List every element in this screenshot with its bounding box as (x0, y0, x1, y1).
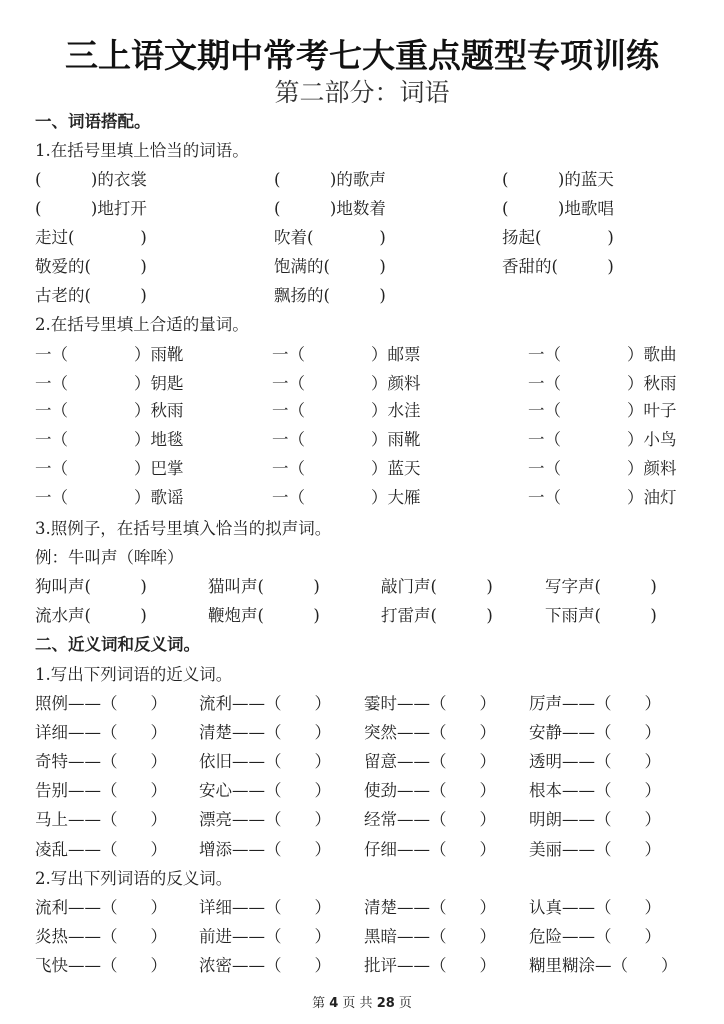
measure-word-item: 一（ ）水洼 (272, 401, 421, 420)
fill-item: ( )的衣裳 (35, 170, 147, 189)
document-subtitle: 第二部分：词语 (274, 78, 450, 107)
onomatopoeia-item: 猫叫声( ) (208, 577, 320, 596)
measure-word-item: 一（ ）蓝天 (272, 459, 421, 478)
current-page-number: 4 (329, 996, 339, 1011)
synonym-item: 依旧——（ ） (199, 752, 331, 771)
antonym-item: 批评——（ ） (364, 956, 496, 975)
page-footer (0, 992, 724, 1011)
question-prompt: 1.在括号里填上恰当的词语。 (35, 141, 249, 160)
measure-word-item: 一（ ）巴掌 (35, 459, 184, 478)
antonym-item: 危险——（ ） (529, 927, 661, 946)
antonym-item: 认真——（ ） (529, 898, 661, 917)
synonym-item: 明朗——（ ） (529, 810, 661, 829)
question-prompt: 1.写出下列词语的近义词。 (35, 665, 233, 684)
fill-item: ( )地打开 (35, 199, 147, 218)
section-heading-collocation: 一、词语搭配。 (35, 112, 151, 131)
onomatopoeia-item: 下雨声( ) (545, 606, 657, 625)
section-heading-synonyms-antonyms: 二、近义词和反义词。 (35, 635, 200, 654)
measure-word-item: 一（ ）小鸟 (528, 430, 677, 449)
fill-item: 饱满的( ) (274, 257, 386, 276)
footer-suffix: 页 (398, 996, 412, 1011)
synonym-item: 仔细——（ ） (364, 840, 496, 859)
synonym-item: 告别——（ ） (35, 781, 167, 800)
synonym-item: 马上——（ ） (35, 810, 167, 829)
fill-item: 扬起( ) (502, 228, 614, 247)
antonym-item: 黑暗——（ ） (364, 927, 496, 946)
total-pages-number: 28 (376, 996, 395, 1011)
measure-word-item: 一（ ）邮票 (272, 345, 421, 364)
synonym-item: 清楚——（ ） (199, 723, 331, 742)
fill-item: 飘扬的( ) (274, 286, 386, 305)
synonym-item: 突然——（ ） (364, 723, 496, 742)
fill-item: ( )地歌唱 (502, 199, 614, 218)
fill-item: 吹着( ) (274, 228, 386, 247)
measure-word-item: 一（ ）地毯 (35, 430, 184, 449)
synonym-item: 透明——（ ） (529, 752, 661, 771)
antonym-item: 详细——（ ） (199, 898, 331, 917)
fill-item: ( )的歌声 (274, 170, 386, 189)
antonym-item: 飞快——（ ） (35, 956, 167, 975)
synonym-item: 详细——（ ） (35, 723, 167, 742)
synonym-item: 安心——（ ） (199, 781, 331, 800)
synonym-item: 厉声——（ ） (529, 694, 661, 713)
measure-word-item: 一（ ）油灯 (528, 488, 677, 507)
synonym-item: 美丽——（ ） (529, 840, 661, 859)
antonym-item: 流利——（ ） (35, 898, 167, 917)
footer-prefix: 第 (312, 996, 326, 1011)
onomatopoeia-item: 打雷声( ) (381, 606, 493, 625)
measure-word-item: 一（ ）秋雨 (35, 401, 184, 420)
antonym-item: 糊里糊涂—（ ） (529, 956, 678, 975)
onomatopoeia-item: 狗叫声( ) (35, 577, 147, 596)
synonym-item: 漂亮——（ ） (199, 810, 331, 829)
question-prompt: 2.写出下列词语的反义词。 (35, 869, 233, 888)
synonym-item: 霎时——（ ） (364, 694, 496, 713)
synonym-item: 使劲——（ ） (364, 781, 496, 800)
synonym-item: 奇特——（ ） (35, 752, 167, 771)
synonym-item: 经常——（ ） (364, 810, 496, 829)
measure-word-item: 一（ ）秋雨 (528, 374, 677, 393)
measure-word-item: 一（ ）歌谣 (35, 488, 184, 507)
antonym-item: 浓密——（ ） (199, 956, 331, 975)
onomatopoeia-item: 流水声( ) (35, 606, 147, 625)
synonym-item: 流利——（ ） (199, 694, 331, 713)
synonym-item: 安静——（ ） (529, 723, 661, 742)
fill-item: ( )的蓝天 (502, 170, 614, 189)
measure-word-item: 一（ ）颜料 (272, 374, 421, 393)
footer-middle: 页 共 (342, 996, 373, 1011)
fill-item: 古老的( ) (35, 286, 147, 305)
fill-item: 敬爱的( ) (35, 257, 147, 276)
measure-word-item: 一（ ）雨靴 (272, 430, 421, 449)
fill-item: 走过( ) (35, 228, 147, 247)
measure-word-item: 一（ ）叶子 (528, 401, 677, 420)
onomatopoeia-item: 写字声( ) (545, 577, 657, 596)
onomatopoeia-item: 鞭炮声( ) (208, 606, 320, 625)
measure-word-item: 一（ ）歌曲 (528, 345, 677, 364)
example-text: 例：牛叫声（哞哞） (35, 548, 184, 567)
synonym-item: 根本——（ ） (529, 781, 661, 800)
question-prompt: 3.照例子，在括号里填入恰当的拟声词。 (35, 519, 332, 538)
measure-word-item: 一（ ）颜料 (528, 459, 677, 478)
fill-item: 香甜的( ) (502, 257, 614, 276)
synonym-item: 凌乱——（ ） (35, 840, 167, 859)
fill-item: ( )地数着 (274, 199, 386, 218)
antonym-item: 清楚——（ ） (364, 898, 496, 917)
synonym-item: 留意——（ ） (364, 752, 496, 771)
antonym-item: 前进——（ ） (199, 927, 331, 946)
onomatopoeia-item: 敲门声( ) (381, 577, 493, 596)
measure-word-item: 一（ ）雨靴 (35, 345, 184, 364)
synonym-item: 增添——（ ） (199, 840, 331, 859)
measure-word-item: 一（ ）大雁 (272, 488, 421, 507)
question-prompt: 2.在括号里填上合适的量词。 (35, 315, 249, 334)
document-title: 三上语文期中常考七大重点题型专项训练 (65, 36, 659, 75)
measure-word-item: 一（ ）钥匙 (35, 374, 184, 393)
synonym-item: 照例——（ ） (35, 694, 167, 713)
antonym-item: 炎热——（ ） (35, 927, 167, 946)
